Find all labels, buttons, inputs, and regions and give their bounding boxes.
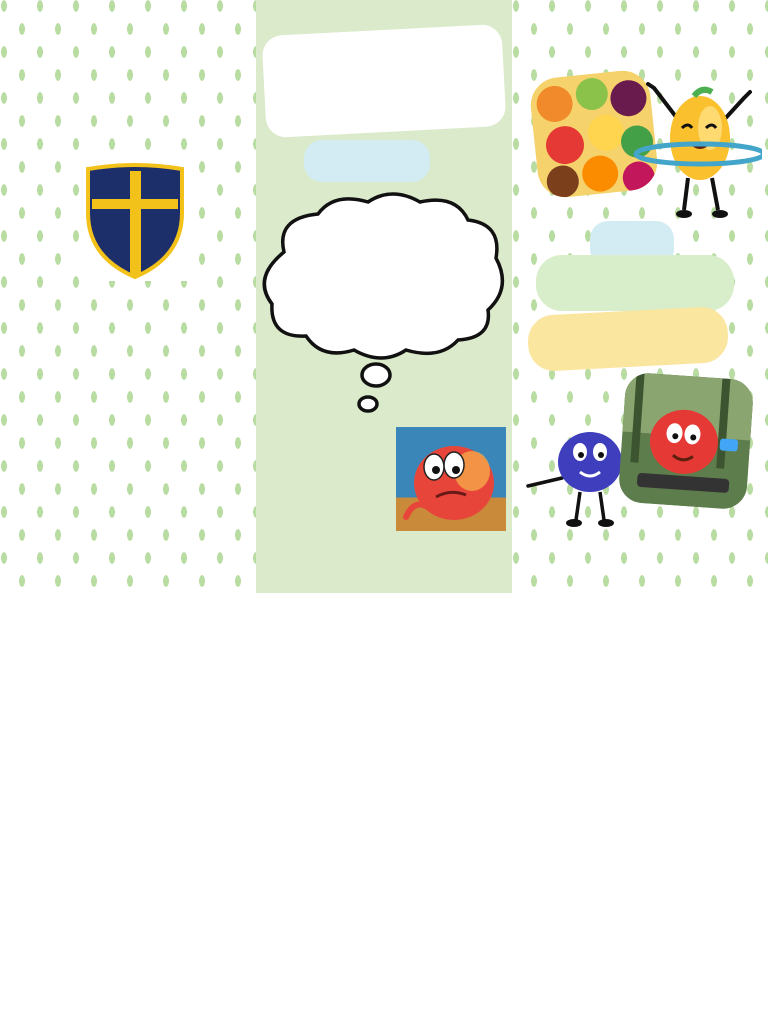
hypothesis-panel [256,0,512,593]
cartoon-apple-gym-image [618,372,755,511]
cartoon-peach-image [396,427,506,531]
cover-panel [0,0,256,593]
hipotesis-title [304,140,430,182]
question-box [261,24,506,138]
thought-cloud [256,192,512,422]
hula-hoop-mango-icon [632,82,762,222]
hoy-comemos-panel [512,0,768,593]
comemos-pill [536,255,734,311]
camu-camu-pill [527,306,730,372]
school-shield-icon [80,161,190,281]
